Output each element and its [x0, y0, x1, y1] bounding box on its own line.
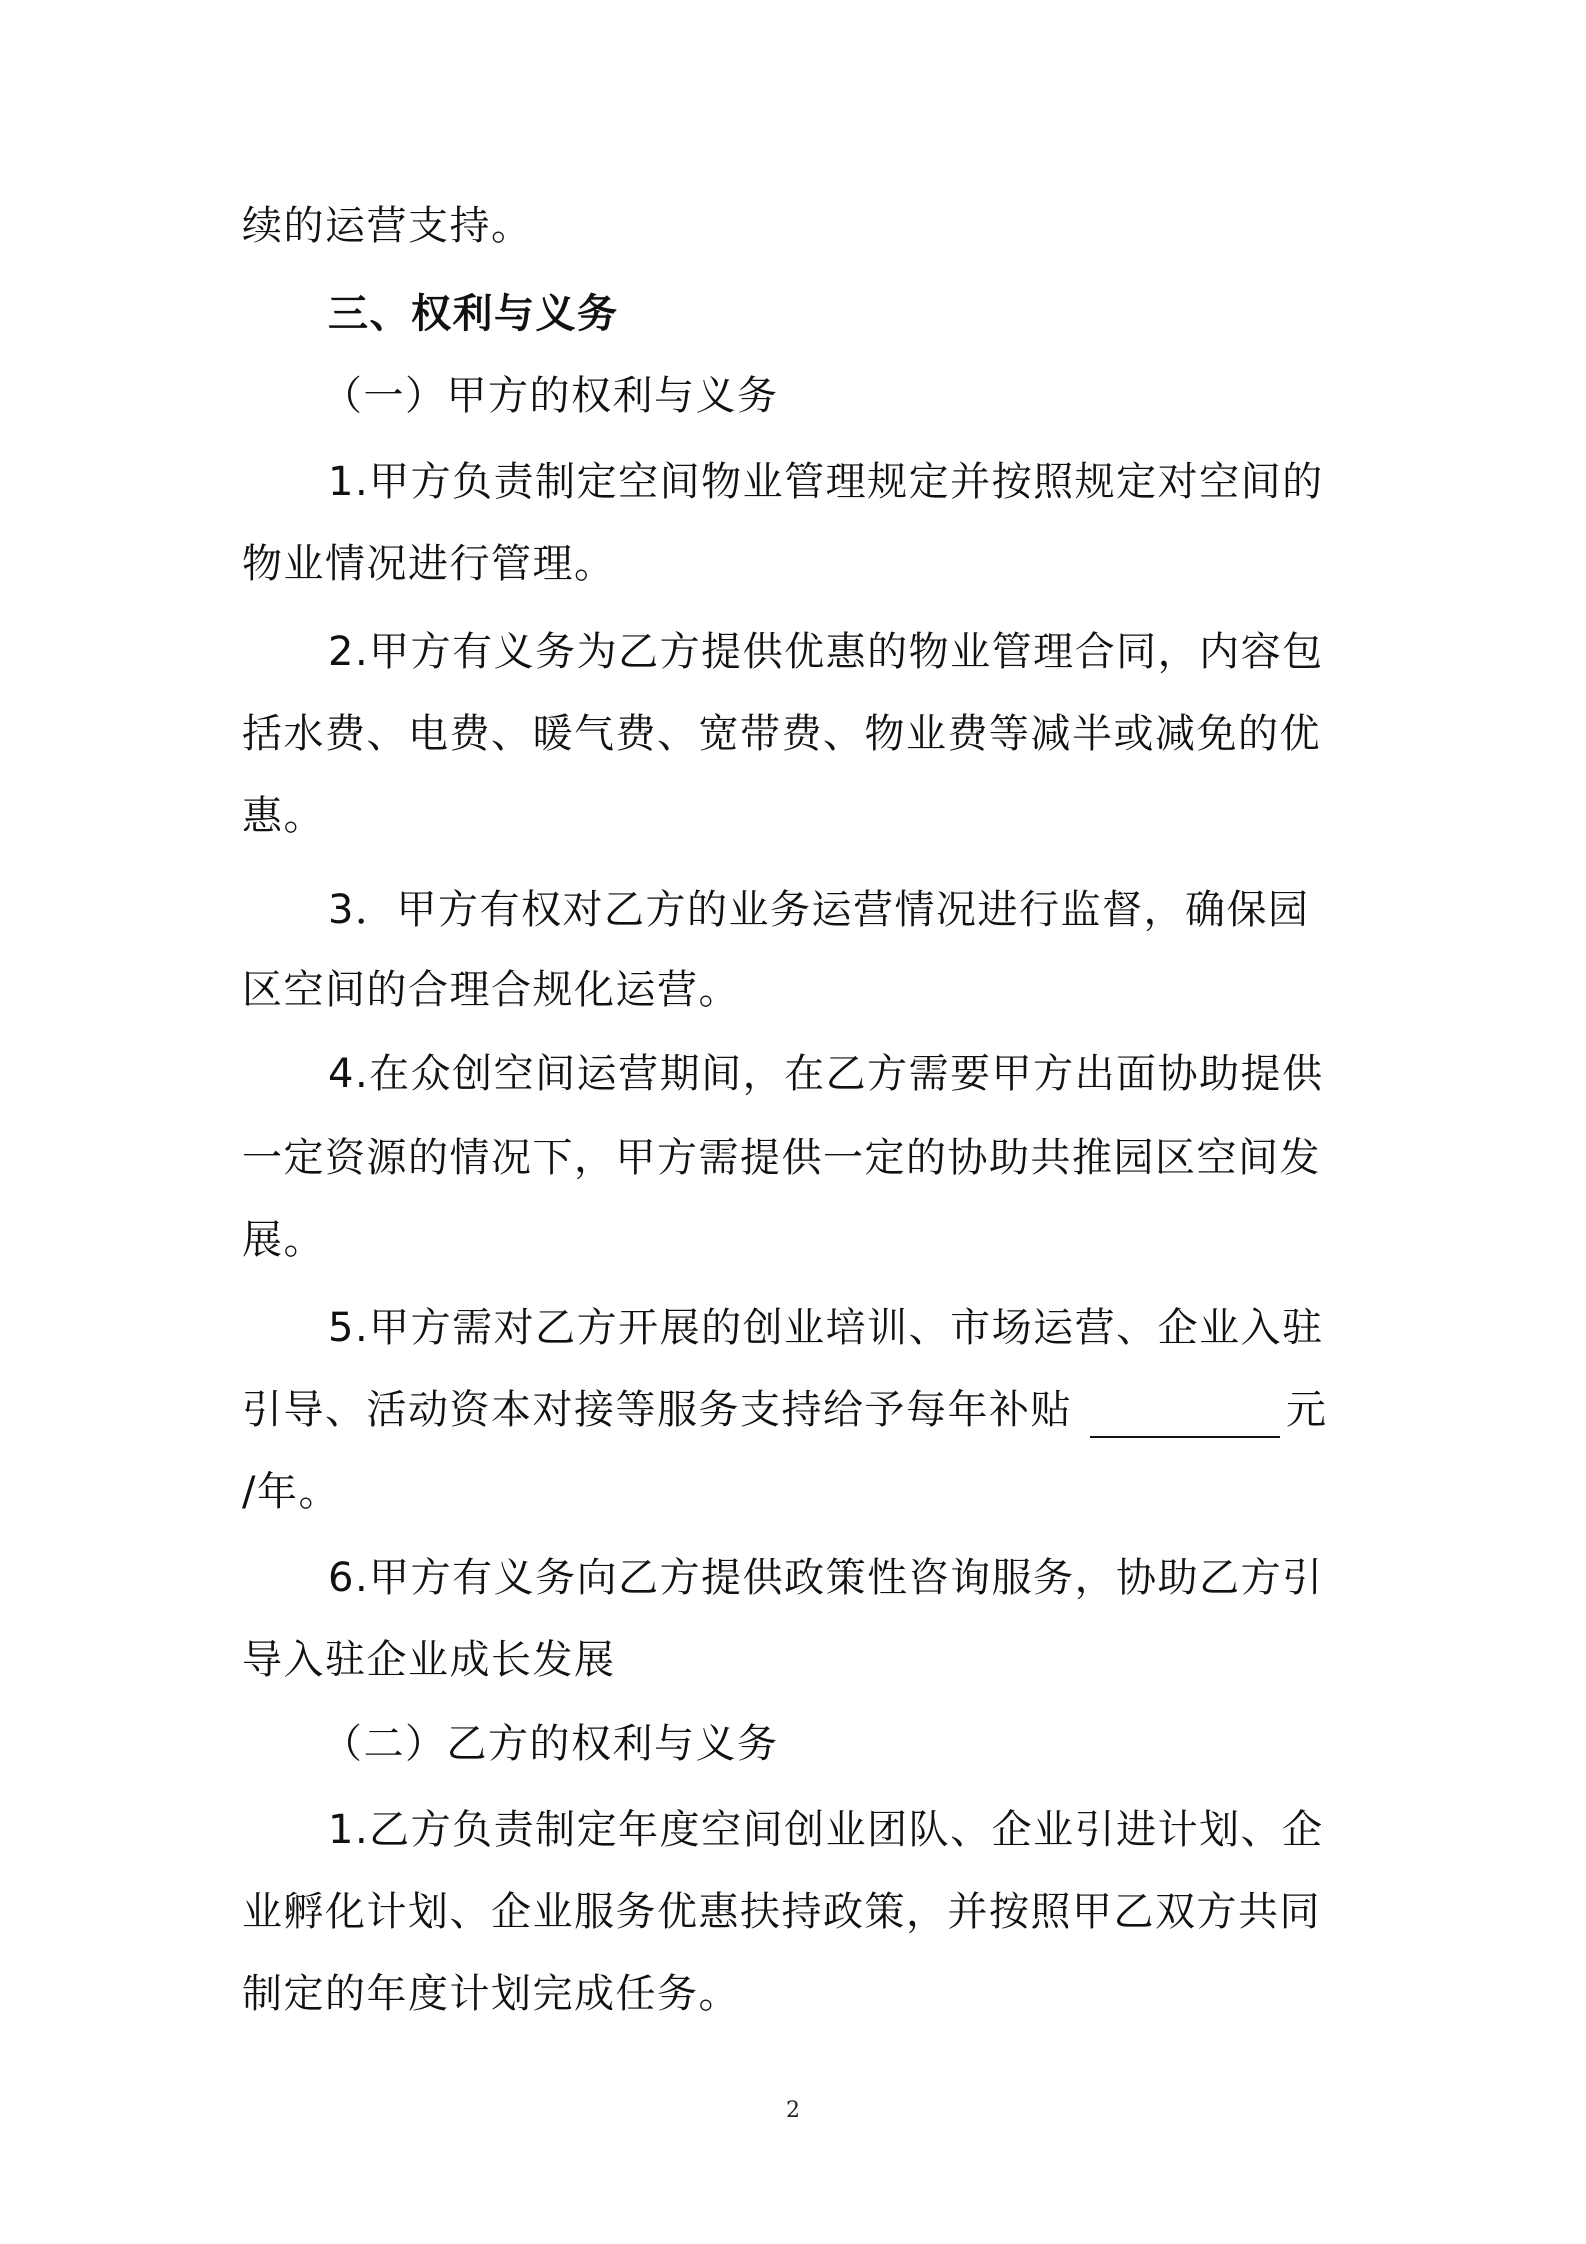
clause-a5-line2 [242, 1382, 1328, 1438]
clause-b1-line3: 制定的年度计划完成任务。 [242, 1971, 740, 2017]
clause-a4-line3: 展。 [242, 1217, 325, 1263]
page-number: 2 [786, 2098, 800, 2123]
clause-a1-line2: 物业情况进行管理。 [242, 541, 616, 587]
section-heading-rights-obligations: 三、权利与义务 [328, 291, 619, 337]
clause-a5-unit: 元 [1286, 1387, 1328, 1433]
clause-b1-line2: 业孵化计划、企业服务优惠扶持政策，并按照甲乙双方共同 [242, 1889, 1321, 1935]
clause-b1-line1: 1.乙方负责制定年度空间创业团队、企业引进计划、企 [328, 1807, 1324, 1853]
clause-a6-line2: 导入驻企业成长发展 [242, 1637, 616, 1683]
clause-a5-line1: 5.甲方需对乙方开展的创业培训、市场运营、企业入驻 [328, 1305, 1324, 1351]
subsection-heading-party-a: （一）甲方的权利与义务 [322, 373, 779, 419]
clause-a2-line2: 括水费、电费、暖气费、宽带费、物业费等减半或减免的优 [242, 711, 1321, 757]
subsidy-amount-blank [1090, 1392, 1280, 1438]
clause-a1-line1: 1.甲方负责制定空间物业管理规定并按照规定对空间的 [328, 459, 1324, 505]
paragraph-continuation: 续的运营支持。 [242, 203, 533, 249]
clause-a6-line1: 6.甲方有义务向乙方提供政策性咨询服务，协助乙方引 [328, 1555, 1324, 1601]
clause-a2-line1: 2.甲方有义务为乙方提供优惠的物业管理合同，内容包 [328, 629, 1324, 675]
clause-a3-line2: 区空间的合理合规化运营。 [242, 967, 740, 1013]
clause-a3-line1: 3．甲方有权对乙方的业务运营情况进行监督，确保园 [328, 887, 1310, 933]
clause-a5-line2-text: 引导、活动资本对接等服务支持给予每年补贴 [242, 1387, 1072, 1433]
clause-a4-line1: 4.在众创空间运营期间，在乙方需要甲方出面协助提供 [328, 1051, 1324, 1097]
subsection-heading-party-b: （二）乙方的权利与义务 [322, 1721, 779, 1767]
clause-a4-line2: 一定资源的情况下，甲方需提供一定的协助共推园区空间发 [242, 1135, 1321, 1181]
clause-a5-line3: /年。 [242, 1469, 340, 1515]
clause-a2-line3: 惠。 [242, 793, 325, 839]
